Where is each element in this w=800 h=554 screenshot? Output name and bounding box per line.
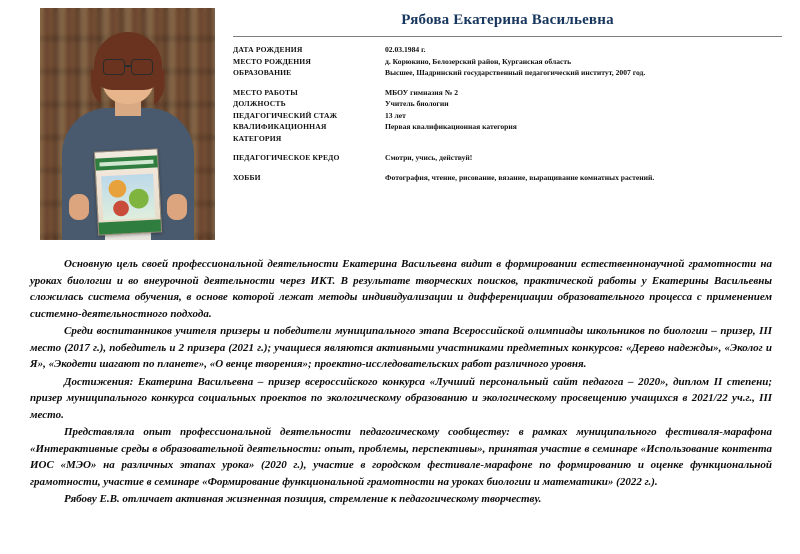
biography-paragraph: Достижения: Екатерина Васильевна – призер всероссийского конкурса «Лучший персональный сайт педагога – 2020», диплом II степени; призер муниципального конкурса социальных проектов по экологическому образованию и экологическому просвещению учащихся в 2021/22 уч.г., III место. [30,375,772,421]
biography-text [0,240,800,508]
spacer-cell [233,80,782,88]
spacer-cell [233,165,782,173]
facts-row [233,122,782,134]
facts-row [233,173,782,185]
facts-row [233,57,782,69]
teacher-photo [40,8,215,240]
facts-row [233,99,782,111]
title-divider [233,36,782,37]
photo-container [40,8,215,240]
page-title: Рябова Екатерина Васильевна [401,12,614,28]
book-title-band [95,155,158,170]
facts-table [233,45,782,184]
fact-label: КАТЕГОРИЯ [233,133,282,143]
fact-label: ДОЛЖНОСТЬ [233,99,286,109]
biography-paragraph: Представляла опыт профессиональной деятельности педагогическому сообществу: в рамках муниципального фестиваля-марафона «Интерактивные среды в образовательной деятельности: опыт, проблемы, перспективы», принятая участие в семинаре «Использование контента ИОС «МЭО» на различных этапах урока» (2020 г.), участие в городском фестивале-марафоне по формированию и оценке функциональной грамотности, участие в семинаре «Формирование функциональной грамотности на уроках биологии и математики» (2022 г.). [30,426,772,488]
fact-label: КВАЛИФИКАЦИОННАЯ [233,122,327,132]
person-figure [53,40,203,240]
fact-value [385,134,782,146]
fact-value: Фотография, чтение, рисование, вязание, выращивание комнатных растений. [385,172,655,182]
fact-label: МЕСТО РОЖДЕНИЯ [233,56,311,66]
fact-label: ДАТА РОЖДЕНИЯ [233,45,303,54]
fact-value: Первая квалификационная категория [385,122,517,132]
fact-label: ПЕДАГОГИЧЕСКОЕ КРЕДО [233,153,340,163]
glasses-icon [102,59,154,74]
facts-row-spacer [233,80,782,88]
fact-value: МБОУ гимназия № 2 [385,87,459,97]
biography-paragraph: Среди воспитанников учителя призеры и победители муниципального этапа Всероссийской олимпиады школьников по биологии – призер, III место (2017 г.), победитель и 2 призера (2021 г.); учащиеся являются активными участниками предметных конкурсов: «Дерево надежды», «Эколог и Я», «Экодети шагают по планете», «О венце творения»; проектно-исследовательских работ различного уровня. [30,325,772,370]
fact-label: ПЕДАГОГИЧЕСКИЙ СТАЖ [233,110,338,120]
facts-row-spacer [233,145,782,153]
facts-row-spacer [233,165,782,173]
facts-row [233,88,782,100]
biography-paragraph: Основную цель своей профессиональной деятельности Екатерина Васильевна видит в формировании естественнонаучной грамотности на уроках биологии и во внеурочной деятельности через ИКТ. В результате творческих поисков, практической работы у Екатерины Васильевны сложилась система обучения, в основе которой лежат методы индивидуализации и дифференциации образовательного процесса с применением системно-деятельностного подхода. [30,258,772,320]
book-bottom-band [98,219,161,234]
fact-label: ОБРАЗОВАНИЕ [233,68,292,78]
facts-row [233,111,782,123]
fact-value: Высшее, Шадринский государственный педагогический институт, 2007 год. [385,68,646,78]
facts-row [233,153,782,165]
right-hand-shape [167,194,187,220]
header-area [0,0,800,240]
biology-book [93,148,161,235]
book-cover-illustration [101,174,155,221]
spacer-cell [233,145,782,153]
fact-value: 13 лет [385,110,406,120]
fact-value: д. Корюкино, Белозерский район, Курганская область [385,56,572,66]
facts-table-body [233,45,782,184]
facts-row [233,134,782,146]
fact-label: ХОББИ [233,172,261,182]
info-block [233,8,782,184]
fact-value: 02.03.1984 г. [385,45,426,54]
left-hand-shape [69,194,89,220]
fact-value: Учитель биологии [385,99,449,109]
fact-label: МЕСТО РАБОТЫ [233,87,298,97]
facts-row [233,45,782,57]
fact-value: Смотри, учись, действуй! [385,153,473,163]
facts-row [233,68,782,80]
biography-paragraph: Рябову Е.В. отличает активная жизненная позиция, стремление к педагогическому творчеству. [64,493,542,505]
